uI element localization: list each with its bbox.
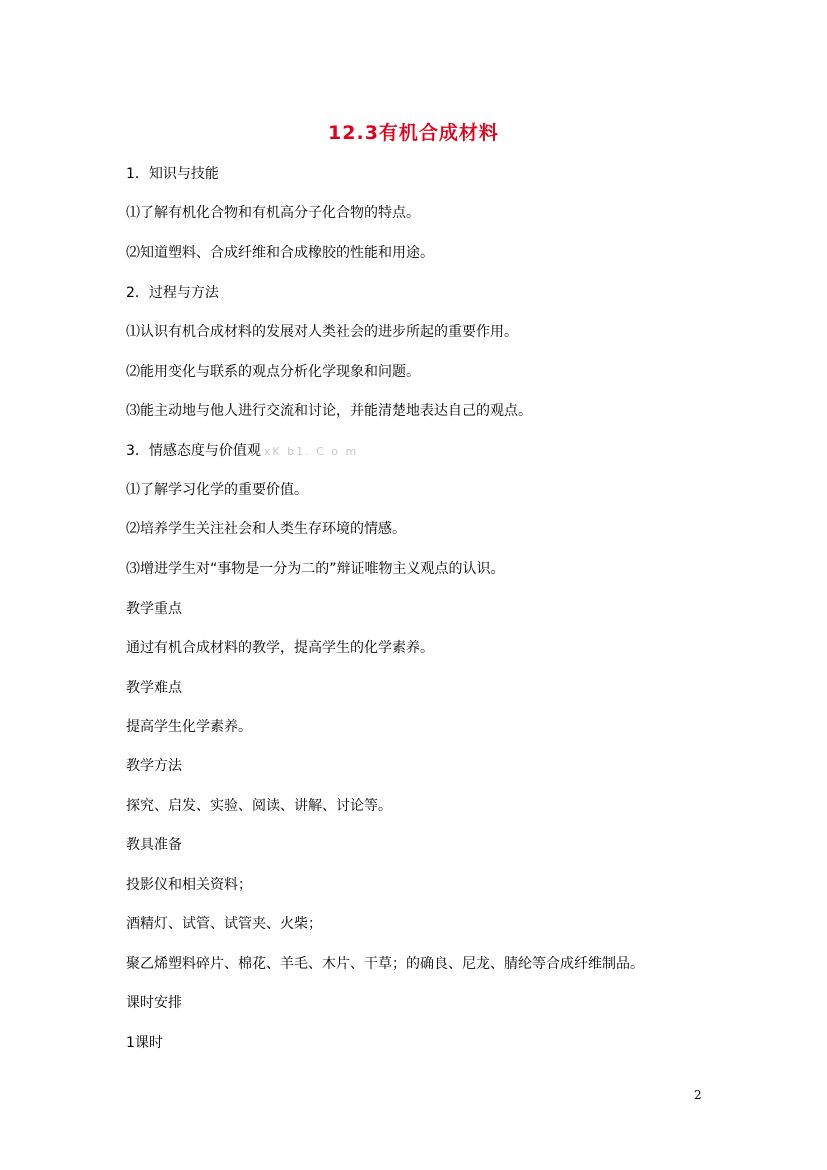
heading-teaching-difficulty: 教学难点	[126, 680, 182, 696]
text-line: ⑶能主动地与他人进行交流和讨论，并能清楚地表达自己的观点。	[126, 403, 532, 419]
page-number: 2	[694, 1088, 702, 1102]
heading-teaching-method: 教学方法	[126, 758, 182, 774]
text-line: 聚乙烯塑料碎片、棉花、羊毛、木片、干草；的确良、尼龙、腈纶等合成纤维制品。	[126, 956, 644, 972]
text-line: 酒精灯、试管、试管夹、火柴；	[126, 916, 322, 932]
text-line: 1课时	[126, 1035, 163, 1051]
text-line: ⑵知道塑料、合成纤维和合成橡胶的性能和用途。	[126, 245, 434, 261]
section-heading-process: 2．过程与方法	[126, 285, 219, 301]
text-line: ⑴了解学习化学的重要价值。	[126, 482, 308, 498]
text-line: ⑶增进学生对“事物是一分为二的”辩证唯物主义观点的认识。	[126, 561, 505, 577]
watermark-text: xK b1. C o m	[263, 445, 359, 458]
text-line: 探究、启发、实验、阅读、讲解、讨论等。	[126, 798, 392, 814]
text-line: ⑴认识有机合成材料的发展对人类社会的进步所起的重要作用。	[126, 324, 518, 340]
text-line: ⑵能用变化与联系的观点分析化学现象和问题。	[126, 364, 420, 380]
text-line: ⑵培养学生关注社会和人类生存环境的情感。	[126, 521, 406, 537]
heading-teaching-focus: 教学重点	[126, 601, 182, 617]
section-heading-knowledge: 1．知识与技能	[126, 166, 219, 182]
section-heading-attitude	[126, 442, 358, 461]
heading-schedule: 课时安排	[126, 995, 182, 1011]
page-title: 12.3有机合成材料	[328, 122, 499, 144]
text-line: ⑴了解有机化合物和有机高分子化合物的特点。	[126, 205, 420, 221]
heading-teaching-tools: 教具准备	[126, 837, 182, 853]
text-line: 通过有机合成材料的教学，提高学生的化学素养。	[126, 640, 434, 656]
section-heading-text: 3．情感态度与价值观	[126, 443, 261, 459]
text-line: 投影仪和相关资料；	[126, 877, 252, 893]
text-line: 提高学生化学素养。	[126, 719, 252, 735]
